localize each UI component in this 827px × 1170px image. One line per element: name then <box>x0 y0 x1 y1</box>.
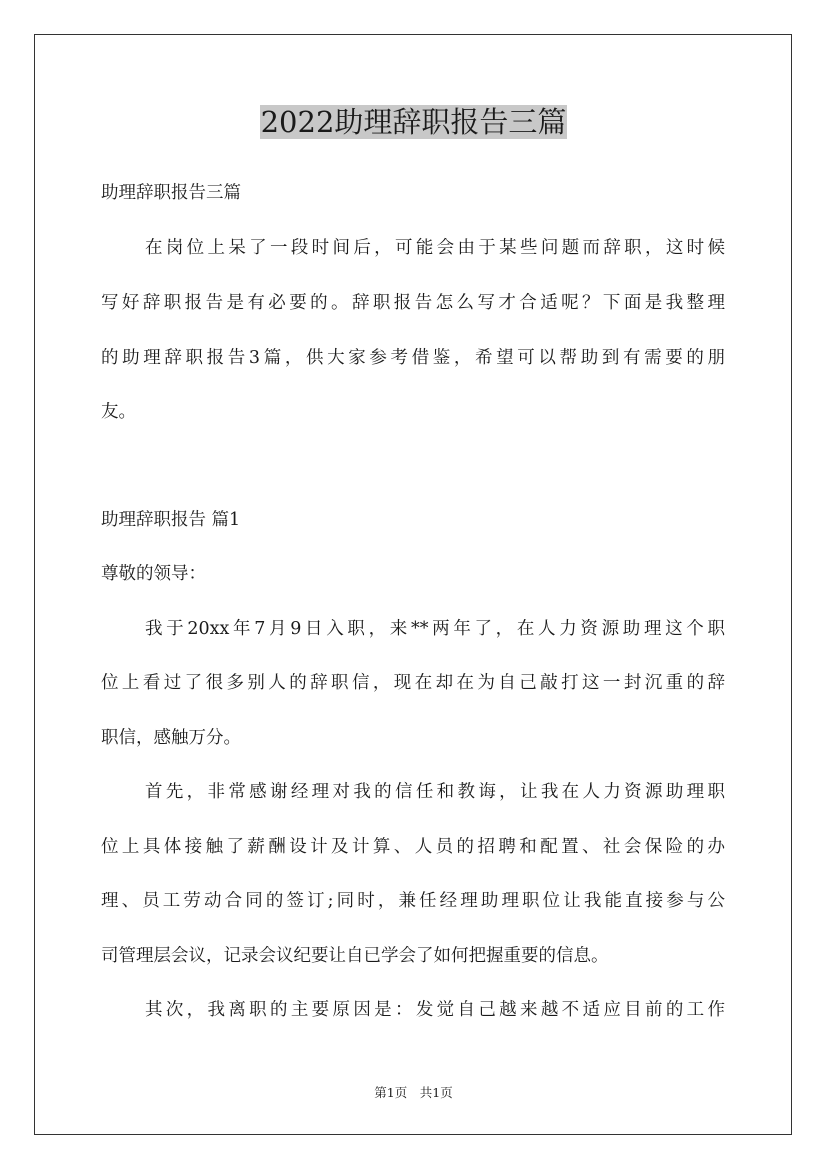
document-title-text: 2022助理辞职报告三篇 <box>260 105 567 139</box>
para2-line-2: 位上具体接触了薪酬设计及计算、人员的招聘和配置、社会保险的办 <box>101 837 725 857</box>
intro-line-3: 的助理辞职报告3篇，供大家参考借鉴，希望可以帮助到有需要的朋 <box>101 348 725 368</box>
intro-line-1: 在岗位上呆了一段时间后，可能会由于某些问题而辞职，这时候 <box>145 238 725 258</box>
section-heading: 助理辞职报告 篇1 <box>101 510 241 530</box>
para3-line-1: 其次，我离职的主要原因是：发觉自己越来越不适应目前的工作 <box>145 1000 725 1020</box>
para2-line-1: 首先，非常感谢经理对我的信任和教诲，让我在人力资源助理职 <box>145 782 725 802</box>
intro-line-4: 友。 <box>101 402 136 422</box>
page-footer: 第1页 共1页 <box>374 1085 453 1100</box>
para1-line-2: 位上看过了很多别人的辞职信，现在却在为自己敲打这一封沉重的辞 <box>101 673 725 693</box>
salutation: 尊敬的领导： <box>101 564 206 584</box>
para2-line-4: 司管理层会议，记录会议纪要让自已学会了如何把握重要的信息。 <box>101 946 609 966</box>
para2-line-3: 理、员工劳动合同的签订;同时，兼任经理助理职位让我能直接参与公 <box>101 891 725 911</box>
document-subtitle: 助理辞职报告三篇 <box>101 183 241 203</box>
intro-line-2: 写好辞职报告是有必要的。辞职报告怎么写才合适呢？下面是我整理 <box>101 293 725 313</box>
para1-line-1: 我于20xx年7月9日入职，来**两年了，在人力资源助理这个职 <box>145 619 725 639</box>
para1-line-3: 职信，感触万分。 <box>101 728 241 748</box>
document-title <box>0 102 827 142</box>
